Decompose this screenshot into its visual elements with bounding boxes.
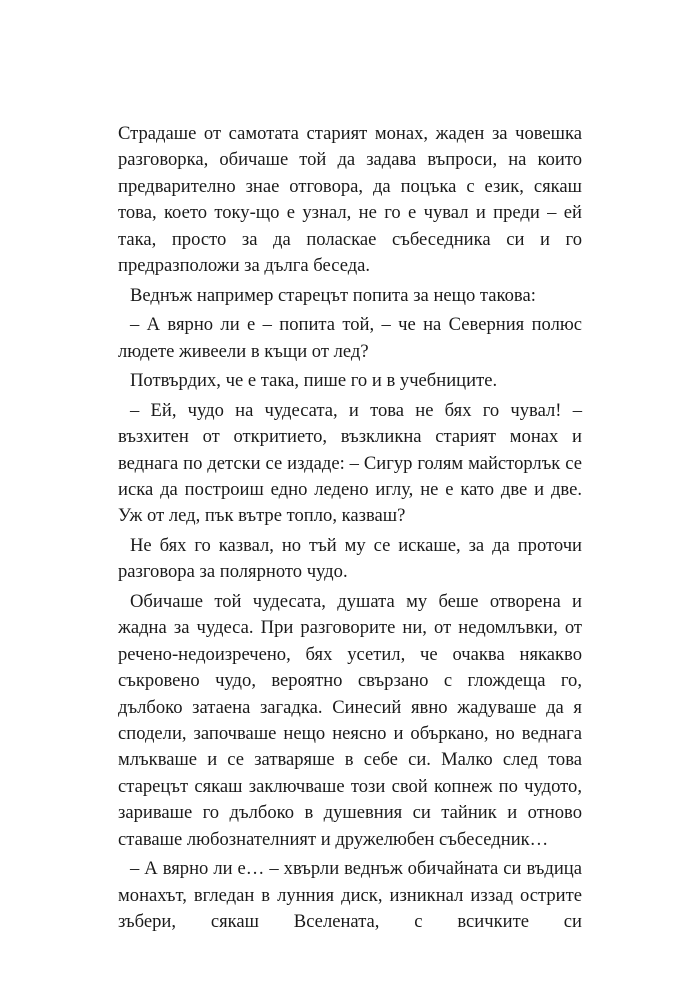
paragraph: Веднъж например старецът попита за нещо такова: <box>130 284 536 306</box>
paragraph: – А вярно ли е… – хвърли веднъж обичайната си въдица монахът, вгледан в лунния диск, изникнал иззад острите зъбери, сякаш Вселената, с всичките си <box>118 858 582 933</box>
paragraph: – А вярно ли е – попита той, – че на Северния полюс людете живеели в къщи от лед? <box>118 314 582 362</box>
paragraph: Потвърдих, че е така, пише го и в учебниците. <box>130 370 498 392</box>
page-text <box>118 121 582 939</box>
paragraph: – Ей, чудо на чудесата, и това не бях го чувал! – възхитен от откритието, възкликна старият монах и веднага по детски се издаде: – Сигур голям майсторлък се иска да построиш едно ледено иглу, не е като две и две. Уж от лед, пък вътре топло, казваш? <box>118 399 582 527</box>
paragraph: Обичаше той чудесата, душата му беше отворена и жадна за чудеса. При разговорите ни, от недомлъвки, от речено-недоизречено, бях усетил, че очаква някакво съкровено чудо, вероятно свързано с глождеща го, дълбоко затаена загадка. Синесий явно жадуваше да я сподели, започваше нещо неясно и объркано, но веднага млъкваше и се затваряше в себе си. Малко след това старецът сякаш заключваше този свой копнеж по чудото, зариваше го дълбоко в душевния си тайник и отново ставаше любознателният и дружелюбен събеседник… <box>118 591 582 850</box>
paragraph: Страдаше от самотата старият монах, жаден за човешка разговорка, обичаше той да задава въпроси, на които предварително знае отговора, да поцъка с език, сякаш това, което току-що е узнал, не го е чувал и преди – ей така, просто за да поласкае събеседника си и го предразположи за дълга беседа. <box>118 123 582 277</box>
paragraph: Не бях го казвал, но тъй му се искаше, за да проточи разговора за полярното чудо. <box>118 535 582 583</box>
